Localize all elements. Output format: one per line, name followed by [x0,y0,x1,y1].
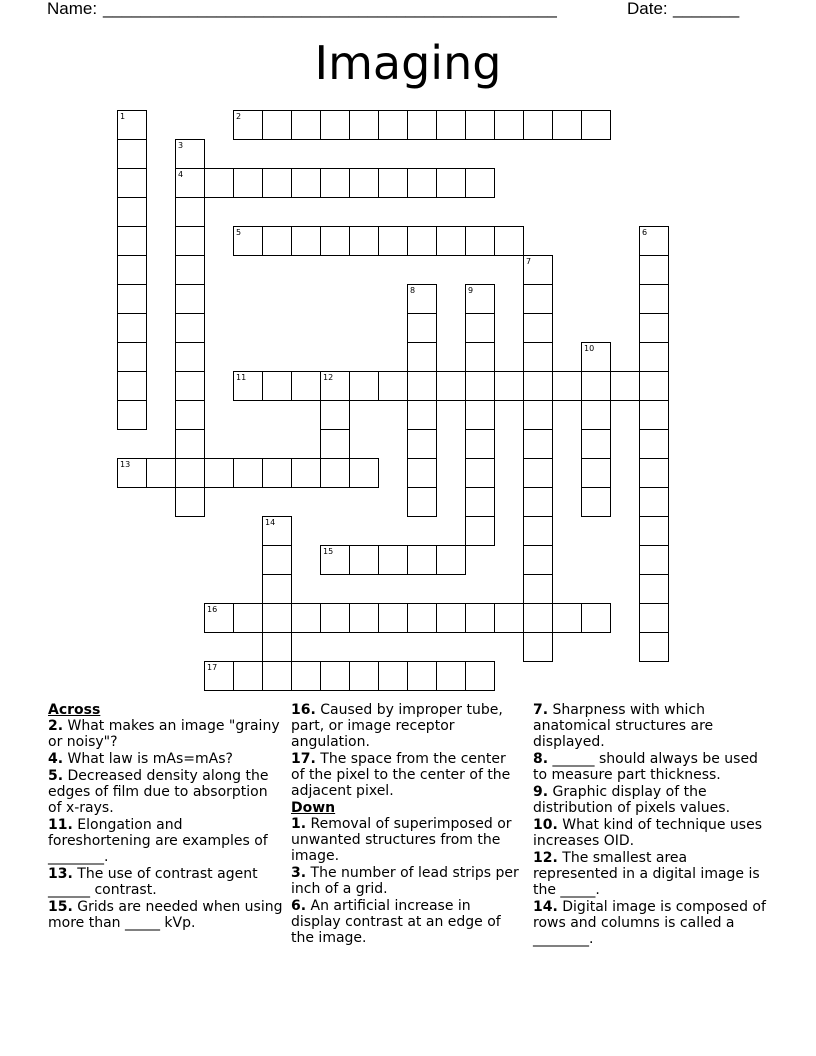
crossword-cell[interactable] [349,603,379,633]
crossword-cell[interactable] [523,632,553,662]
crossword-cell[interactable] [117,342,147,372]
clue-column-1 [48,702,284,932]
crossword-cell[interactable] [465,603,495,633]
crossword-cell[interactable] [175,284,205,314]
crossword-cell[interactable] [262,516,292,546]
crossword-cell[interactable] [523,545,553,575]
crossword-cell[interactable] [349,458,379,488]
crossword-cell[interactable] [407,342,437,372]
crossword-cell[interactable] [349,110,379,140]
cell-number: 14 [265,518,276,527]
crossword-cell[interactable] [610,371,640,401]
crossword-cell[interactable] [407,458,437,488]
page-title: Imaging [314,36,502,90]
crossword-cell[interactable] [639,516,669,546]
crossword-cell[interactable] [291,226,321,256]
clue-down-9: 9. Graphic display of the distribution of pixels values. [533,784,731,816]
clue-across-2: 2. What makes an image "grainy or noisy"? [48,718,280,750]
crossword-cell[interactable] [465,371,495,401]
crossword-cell[interactable] [349,168,379,198]
crossword-cell[interactable] [581,371,611,401]
crossword-cell[interactable] [639,603,669,633]
crossword-cell[interactable] [523,516,553,546]
clue-column-2 [291,702,523,947]
crossword-cell[interactable] [639,284,669,314]
crossword-cell[interactable] [552,110,582,140]
crossword-cell[interactable] [465,487,495,517]
crossword-cell[interactable] [581,429,611,459]
crossword-cell[interactable] [407,284,437,314]
crossword-cell[interactable] [639,313,669,343]
crossword-cell[interactable] [639,429,669,459]
crossword-cell[interactable] [639,574,669,604]
crossword-cell[interactable] [523,574,553,604]
crossword-cell[interactable] [175,458,205,488]
crossword-cell[interactable] [291,371,321,401]
crossword-cell[interactable] [175,139,205,169]
crossword-cell[interactable] [523,342,553,372]
crossword-cell[interactable] [465,110,495,140]
crossword-cell[interactable] [291,458,321,488]
crossword-cell[interactable] [233,168,263,198]
crossword-cell[interactable] [175,429,205,459]
crossword-cell[interactable] [175,487,205,517]
crossword-cell[interactable] [117,371,147,401]
clue-down-12: 12. The smallest area represented in a digital image is the _____. [533,850,760,898]
clue-down-14: 14. Digital image is composed of rows and columns is called a ________. [533,899,766,947]
cell-number: 2 [236,112,242,121]
crossword-cell[interactable] [262,661,292,691]
crossword-cell[interactable] [407,313,437,343]
crossword-cell[interactable] [581,458,611,488]
crossword-cell[interactable] [175,400,205,430]
crossword-cell[interactable] [117,110,147,140]
crossword-cell[interactable] [233,226,263,256]
crossword-cell[interactable] [233,110,263,140]
crossword-cell[interactable] [639,458,669,488]
crossword-cell[interactable] [639,371,669,401]
crossword-cell[interactable] [320,603,350,633]
crossword-cell[interactable] [291,110,321,140]
crossword-cell[interactable] [204,661,234,691]
clue-down-1: 1. Removal of superimposed or unwanted structures from the image. [291,816,512,864]
crossword-cell[interactable] [320,400,350,430]
crossword-cell[interactable] [175,226,205,256]
crossword-cell[interactable] [349,371,379,401]
crossword-cell[interactable] [581,342,611,372]
crossword-cell[interactable] [291,661,321,691]
crossword-cell[interactable] [233,371,263,401]
crossword-cell[interactable] [175,255,205,285]
crossword-cell[interactable] [523,458,553,488]
crossword-cell[interactable] [262,632,292,662]
crossword-cell[interactable] [407,603,437,633]
crossword-cell[interactable] [378,371,408,401]
crossword-cell[interactable] [117,139,147,169]
crossword-cell[interactable] [175,313,205,343]
crossword-cell[interactable] [436,371,466,401]
crossword-cell[interactable] [552,371,582,401]
crossword-cell[interactable] [320,371,350,401]
crossword-cell[interactable] [175,342,205,372]
crossword-cell[interactable] [407,487,437,517]
crossword-cell[interactable] [378,110,408,140]
crossword-cell[interactable] [436,168,466,198]
crossword-cell[interactable] [581,400,611,430]
crossword-cell[interactable] [639,632,669,662]
crossword-cell[interactable] [117,400,147,430]
crossword-cell[interactable] [146,458,176,488]
clue-across-13: 13. The use of contrast agent ______ contrast. [48,866,258,898]
crossword-cell[interactable] [639,400,669,430]
name-label: Name: [47,0,98,18]
crossword-cell[interactable] [494,603,524,633]
crossword-cell[interactable] [204,458,234,488]
crossword-cell[interactable] [436,226,466,256]
cell-number: 8 [410,286,416,295]
clue-down-3: 3. The number of lead strips per inch of a grid. [291,865,519,897]
crossword-cell[interactable] [233,458,263,488]
crossword-cell[interactable] [465,226,495,256]
crossword-cell[interactable] [204,168,234,198]
crossword-cell[interactable] [639,255,669,285]
crossword-cell[interactable] [465,400,495,430]
crossword-cell[interactable] [291,603,321,633]
crossword-cell[interactable] [465,516,495,546]
clue-across-11: 11. Elongation and foreshortening are examples of ________. [48,817,268,865]
crossword-cell[interactable] [494,110,524,140]
crossword-cell[interactable] [407,168,437,198]
cell-number: 3 [178,141,184,150]
clue-across-5: 5. Decreased density along the edges of film due to absorption of x-rays. [48,768,269,816]
crossword-cell[interactable] [262,574,292,604]
crossword-cell[interactable] [581,487,611,517]
crossword-cell[interactable] [117,197,147,227]
crossword-cell[interactable] [465,313,495,343]
cell-number: 16 [207,605,218,614]
clue-across-17: 17. The space from the center of the pixel to the center of the adjacent pixel. [291,751,511,799]
cell-number: 12 [323,373,334,382]
crossword-cell[interactable] [320,661,350,691]
crossword-cell[interactable] [523,429,553,459]
clue-down-8: 8. ______ should always be used to measure part thickness. [533,751,758,783]
cell-number: 5 [236,228,242,237]
crossword-cell[interactable] [407,371,437,401]
crossword-cell[interactable] [523,284,553,314]
crossword-cell[interactable] [262,371,292,401]
cell-number: 6 [642,228,648,237]
cell-number: 17 [207,663,218,672]
crossword-cell[interactable] [465,284,495,314]
crossword-cell[interactable] [378,545,408,575]
crossword-cell[interactable] [378,603,408,633]
across-heading: Across [48,702,101,718]
crossword-cell[interactable] [233,603,263,633]
cell-number: 1 [120,112,126,121]
crossword-cell[interactable] [465,342,495,372]
clue-across-4: 4. What law is mAs=mAs? [48,751,233,767]
crossword-cell[interactable] [262,458,292,488]
crossword-cell[interactable] [581,603,611,633]
crossword-cell[interactable] [349,661,379,691]
cell-number: 7 [526,257,532,266]
crossword-cell[interactable] [262,226,292,256]
down-heading: Down [291,800,336,816]
crossword-cell[interactable] [552,603,582,633]
crossword-cell[interactable] [523,603,553,633]
crossword-cell[interactable] [320,168,350,198]
crossword-cell[interactable] [117,168,147,198]
crossword-cell[interactable] [407,226,437,256]
crossword-cell[interactable] [581,110,611,140]
cell-number: 4 [178,170,184,179]
crossword-cell[interactable] [175,371,205,401]
crossword-cell[interactable] [639,226,669,256]
crossword-cell[interactable] [494,226,524,256]
crossword-cell[interactable] [262,603,292,633]
crossword-cell[interactable] [378,168,408,198]
crossword-cell[interactable] [523,400,553,430]
crossword-cell[interactable] [320,458,350,488]
crossword-cell[interactable] [291,168,321,198]
crossword-cell[interactable] [639,545,669,575]
cell-number: 10 [584,344,595,353]
clue-across-16: 16. Caused by improper tube, part, or image receptor angulation. [291,702,503,750]
name-field[interactable]: ________________________________________________ [103,0,557,18]
clue-column-3 [533,702,771,948]
crossword-cell[interactable] [175,197,205,227]
crossword-cell[interactable] [320,545,350,575]
crossword-cell[interactable] [465,168,495,198]
crossword-cell[interactable] [407,110,437,140]
crossword-cell[interactable] [436,603,466,633]
crossword-cell[interactable] [378,226,408,256]
cell-number: 11 [236,373,247,382]
crossword-cell[interactable] [407,429,437,459]
crossword-cell[interactable] [639,487,669,517]
crossword-cell[interactable] [436,110,466,140]
crossword-cell[interactable] [320,226,350,256]
cell-number: 15 [323,547,334,556]
crossword-cell[interactable] [465,458,495,488]
clue-down-6: 6. An artificial increase in display contrast at an edge of the image. [291,898,501,946]
crossword-cell[interactable] [117,226,147,256]
header [47,0,747,22]
date-field[interactable]: _______ [673,0,740,18]
crossword-cell[interactable] [523,110,553,140]
crossword-cell[interactable] [117,284,147,314]
crossword-cell[interactable] [117,313,147,343]
crossword-cell[interactable] [349,545,379,575]
clue-down-7: 7. Sharpness with which anatomical structures are displayed. [533,702,714,750]
crossword-cell[interactable] [262,545,292,575]
date-label: Date: [627,0,668,18]
crossword-cell[interactable] [436,545,466,575]
cell-number: 9 [468,286,474,295]
crossword-cell[interactable] [407,545,437,575]
crossword-cell[interactable] [320,429,350,459]
crossword-cell[interactable] [349,226,379,256]
crossword-cell[interactable] [494,371,524,401]
clue-across-15: 15. Grids are needed when using more than _____ kVp. [48,899,283,931]
crossword-cell[interactable] [407,400,437,430]
crossword-cell[interactable] [523,487,553,517]
cell-number: 13 [120,460,131,469]
crossword-cell[interactable] [523,371,553,401]
clue-down-10: 10. What kind of technique uses increases OID. [533,817,762,849]
crossword-cell[interactable] [262,168,292,198]
crossword-cell[interactable] [523,313,553,343]
crossword-cell[interactable] [639,342,669,372]
crossword-cell[interactable] [262,110,292,140]
crossword-cell[interactable] [407,661,437,691]
crossword-cell[interactable] [117,255,147,285]
crossword-cell[interactable] [175,168,205,198]
crossword-cell[interactable] [320,110,350,140]
crossword-cell[interactable] [204,603,234,633]
crossword-cell[interactable] [436,661,466,691]
crossword-cell[interactable] [465,429,495,459]
crossword-cell[interactable] [523,255,553,285]
crossword-cell[interactable] [465,661,495,691]
crossword-cell[interactable] [233,661,263,691]
crossword-cell[interactable] [378,661,408,691]
crossword-cell[interactable] [117,458,147,488]
